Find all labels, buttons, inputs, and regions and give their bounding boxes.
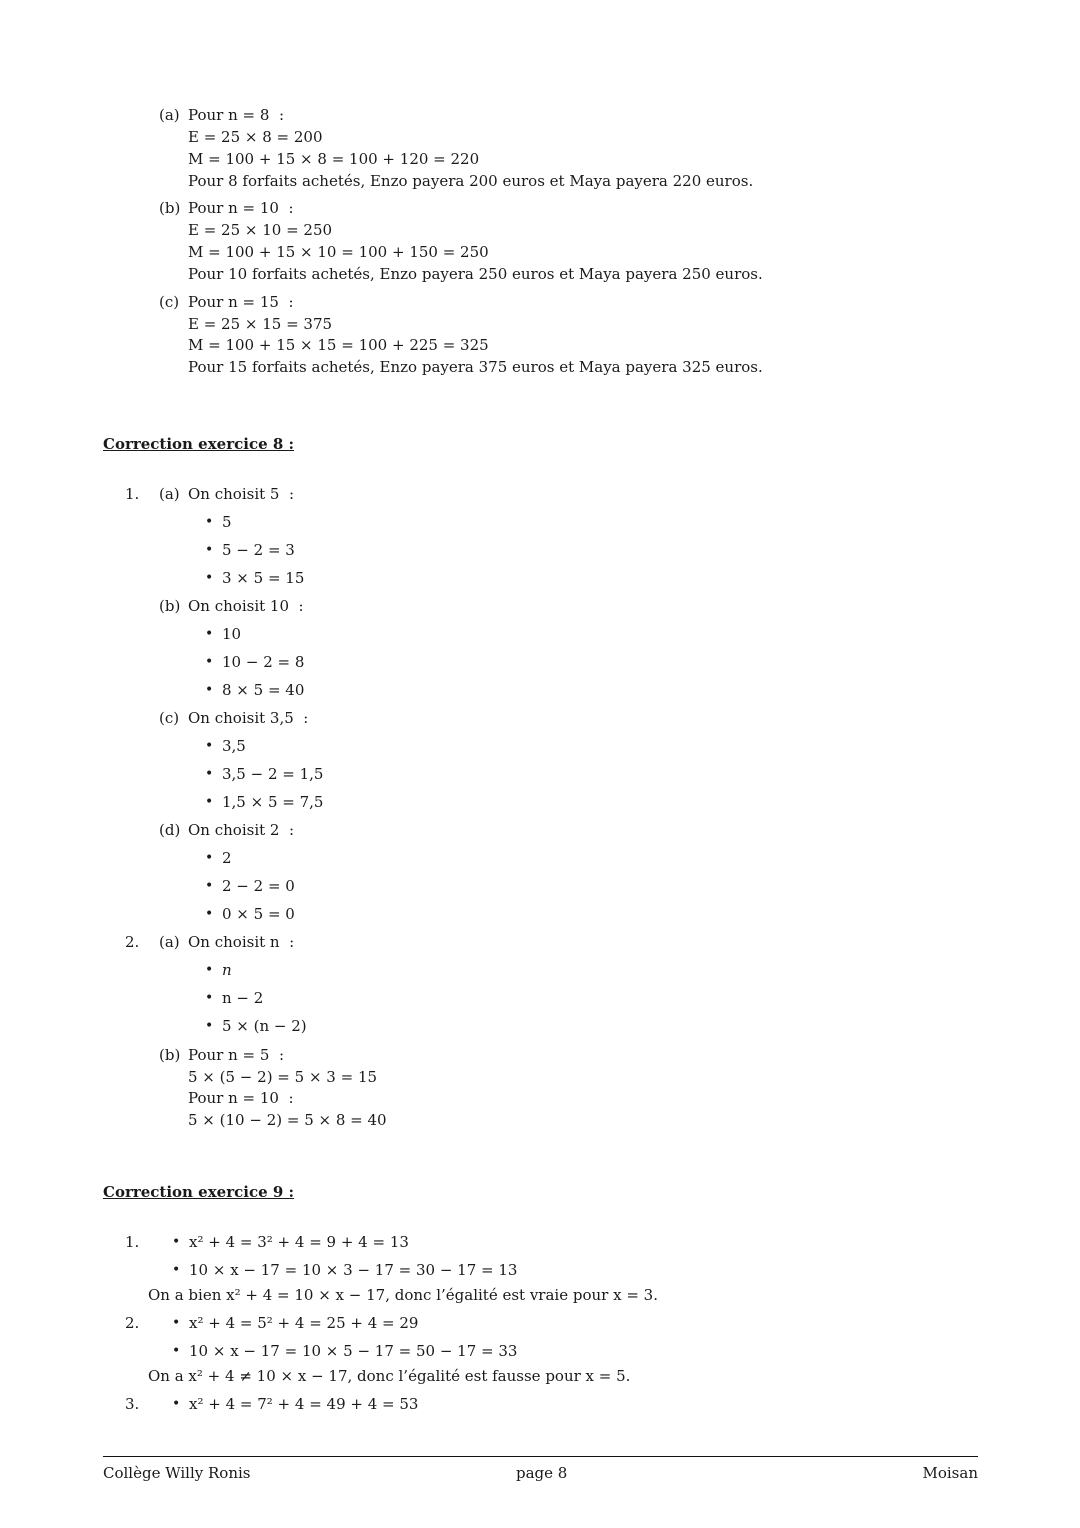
bullet: • xyxy=(205,766,214,782)
bullet: • xyxy=(172,1343,181,1359)
equation-line: M = 100 + 15 × 15 = 100 + 225 = 325 xyxy=(188,336,489,354)
text-line: Pour n = 10 : xyxy=(188,199,294,217)
equation-line: E = 25 × 15 = 375 xyxy=(188,315,333,333)
bullet-text: 3,5 xyxy=(222,737,246,755)
bullet: • xyxy=(205,878,214,894)
text-line: Pour n = 8 : xyxy=(188,106,285,124)
bullet-text: 8 × 5 = 40 xyxy=(222,681,305,699)
equation-line: M = 100 + 15 × 8 = 100 + 120 = 220 xyxy=(188,150,480,168)
bullet: • xyxy=(172,1315,181,1331)
text-line: On choisit 2 : xyxy=(188,821,295,839)
bullet-text: x² + 4 = 3² + 4 = 9 + 4 = 13 xyxy=(189,1233,409,1251)
item-label: (a) xyxy=(159,933,180,951)
text-line: On a bien x² + 4 = 10 × x − 17, donc l’égalité est vraie pour x = 3. xyxy=(148,1286,658,1304)
bullet-text: 10 × x − 17 = 10 × 3 − 17 = 30 − 17 = 13 xyxy=(189,1261,518,1279)
footer-author: Moisan xyxy=(922,1464,978,1482)
item-label: (a) xyxy=(159,106,180,124)
question-number: 1. xyxy=(125,485,140,503)
text-line: Pour n = 10 : xyxy=(188,1089,294,1107)
bullet: • xyxy=(172,1262,181,1278)
item-label: (b) xyxy=(159,199,181,217)
question-number: 3. xyxy=(125,1395,140,1413)
bullet-text: 2 − 2 = 0 xyxy=(222,877,295,895)
bullet: • xyxy=(205,542,214,558)
bullet: • xyxy=(205,1018,214,1034)
bullet: • xyxy=(205,654,214,670)
equation-line: E = 25 × 10 = 250 xyxy=(188,221,333,239)
equation-line: 5 × (5 − 2) = 5 × 3 = 15 xyxy=(188,1068,378,1086)
bullet: • xyxy=(205,514,214,530)
text-line: Pour n = 15 : xyxy=(188,293,294,311)
text-line: On choisit n : xyxy=(188,933,295,951)
text-line: On choisit 5 : xyxy=(188,485,295,503)
bullet: • xyxy=(205,962,214,978)
bullet: • xyxy=(205,626,214,642)
footer-school: Collège Willy Ronis xyxy=(103,1464,251,1482)
item-label: (b) xyxy=(159,597,181,615)
question-number: 2. xyxy=(125,933,140,951)
bullet-text: 10 × x − 17 = 10 × 5 − 17 = 50 − 17 = 33 xyxy=(189,1342,518,1360)
text-line: On choisit 3,5 : xyxy=(188,709,309,727)
bullet-text: 10 xyxy=(222,625,242,643)
bullet-text: 1,5 × 5 = 7,5 xyxy=(222,793,324,811)
bullet-text: 0 × 5 = 0 xyxy=(222,905,295,923)
bullet-text: 10 − 2 = 8 xyxy=(222,653,305,671)
bullet-text: 3,5 − 2 = 1,5 xyxy=(222,765,324,783)
text-line: On choisit 10 : xyxy=(188,597,304,615)
bullet: • xyxy=(205,682,214,698)
bullet-text: 3 × 5 = 15 xyxy=(222,569,305,587)
text-line: Pour n = 5 : xyxy=(188,1046,285,1064)
bullet: • xyxy=(205,570,214,586)
item-label: (c) xyxy=(159,709,180,727)
equation-line: 5 × (10 − 2) = 5 × 8 = 40 xyxy=(188,1111,387,1129)
question-number: 1. xyxy=(125,1233,140,1251)
text-line: Pour 10 forfaits achetés, Enzo payera 250 euros et Maya payera 250 euros. xyxy=(188,265,763,283)
bullet-text: x² + 4 = 7² + 4 = 49 + 4 = 53 xyxy=(189,1395,419,1413)
equation-line: M = 100 + 15 × 10 = 100 + 150 = 250 xyxy=(188,243,489,261)
footer-rule xyxy=(103,1456,978,1457)
item-label: (a) xyxy=(159,485,180,503)
bullet: • xyxy=(205,850,214,866)
bullet-text: 5 − 2 = 3 xyxy=(222,541,295,559)
text-line: Pour 8 forfaits achetés, Enzo payera 200 euros et Maya payera 220 euros. xyxy=(188,172,754,190)
footer-page-number: page 8 xyxy=(516,1464,568,1482)
bullet-text: 5 × (n − 2) xyxy=(222,1017,307,1035)
item-label: (d) xyxy=(159,821,181,839)
text-line: On a x² + 4 ≠ 10 × x − 17, donc l’égalité est fausse pour x = 5. xyxy=(148,1367,631,1385)
bullet: • xyxy=(172,1234,181,1250)
section-heading-ex8: Correction exercice 8 : xyxy=(103,435,295,453)
item-label: (b) xyxy=(159,1046,181,1064)
section-heading-ex9: Correction exercice 9 : xyxy=(103,1183,295,1201)
bullet: • xyxy=(172,1396,181,1412)
bullet-text: 2 xyxy=(222,849,232,867)
bullet-text: x² + 4 = 5² + 4 = 25 + 4 = 29 xyxy=(189,1314,419,1332)
bullet-text: n xyxy=(222,961,232,979)
text-line: Pour 15 forfaits achetés, Enzo payera 375 euros et Maya payera 325 euros. xyxy=(188,358,763,376)
bullet: • xyxy=(205,990,214,1006)
equation-line: E = 25 × 8 = 200 xyxy=(188,128,323,146)
item-label: (c) xyxy=(159,293,180,311)
bullet: • xyxy=(205,906,214,922)
question-number: 2. xyxy=(125,1314,140,1332)
bullet: • xyxy=(205,794,214,810)
bullet: • xyxy=(205,738,214,754)
bullet-text: 5 xyxy=(222,513,232,531)
bullet-text: n − 2 xyxy=(222,989,264,1007)
